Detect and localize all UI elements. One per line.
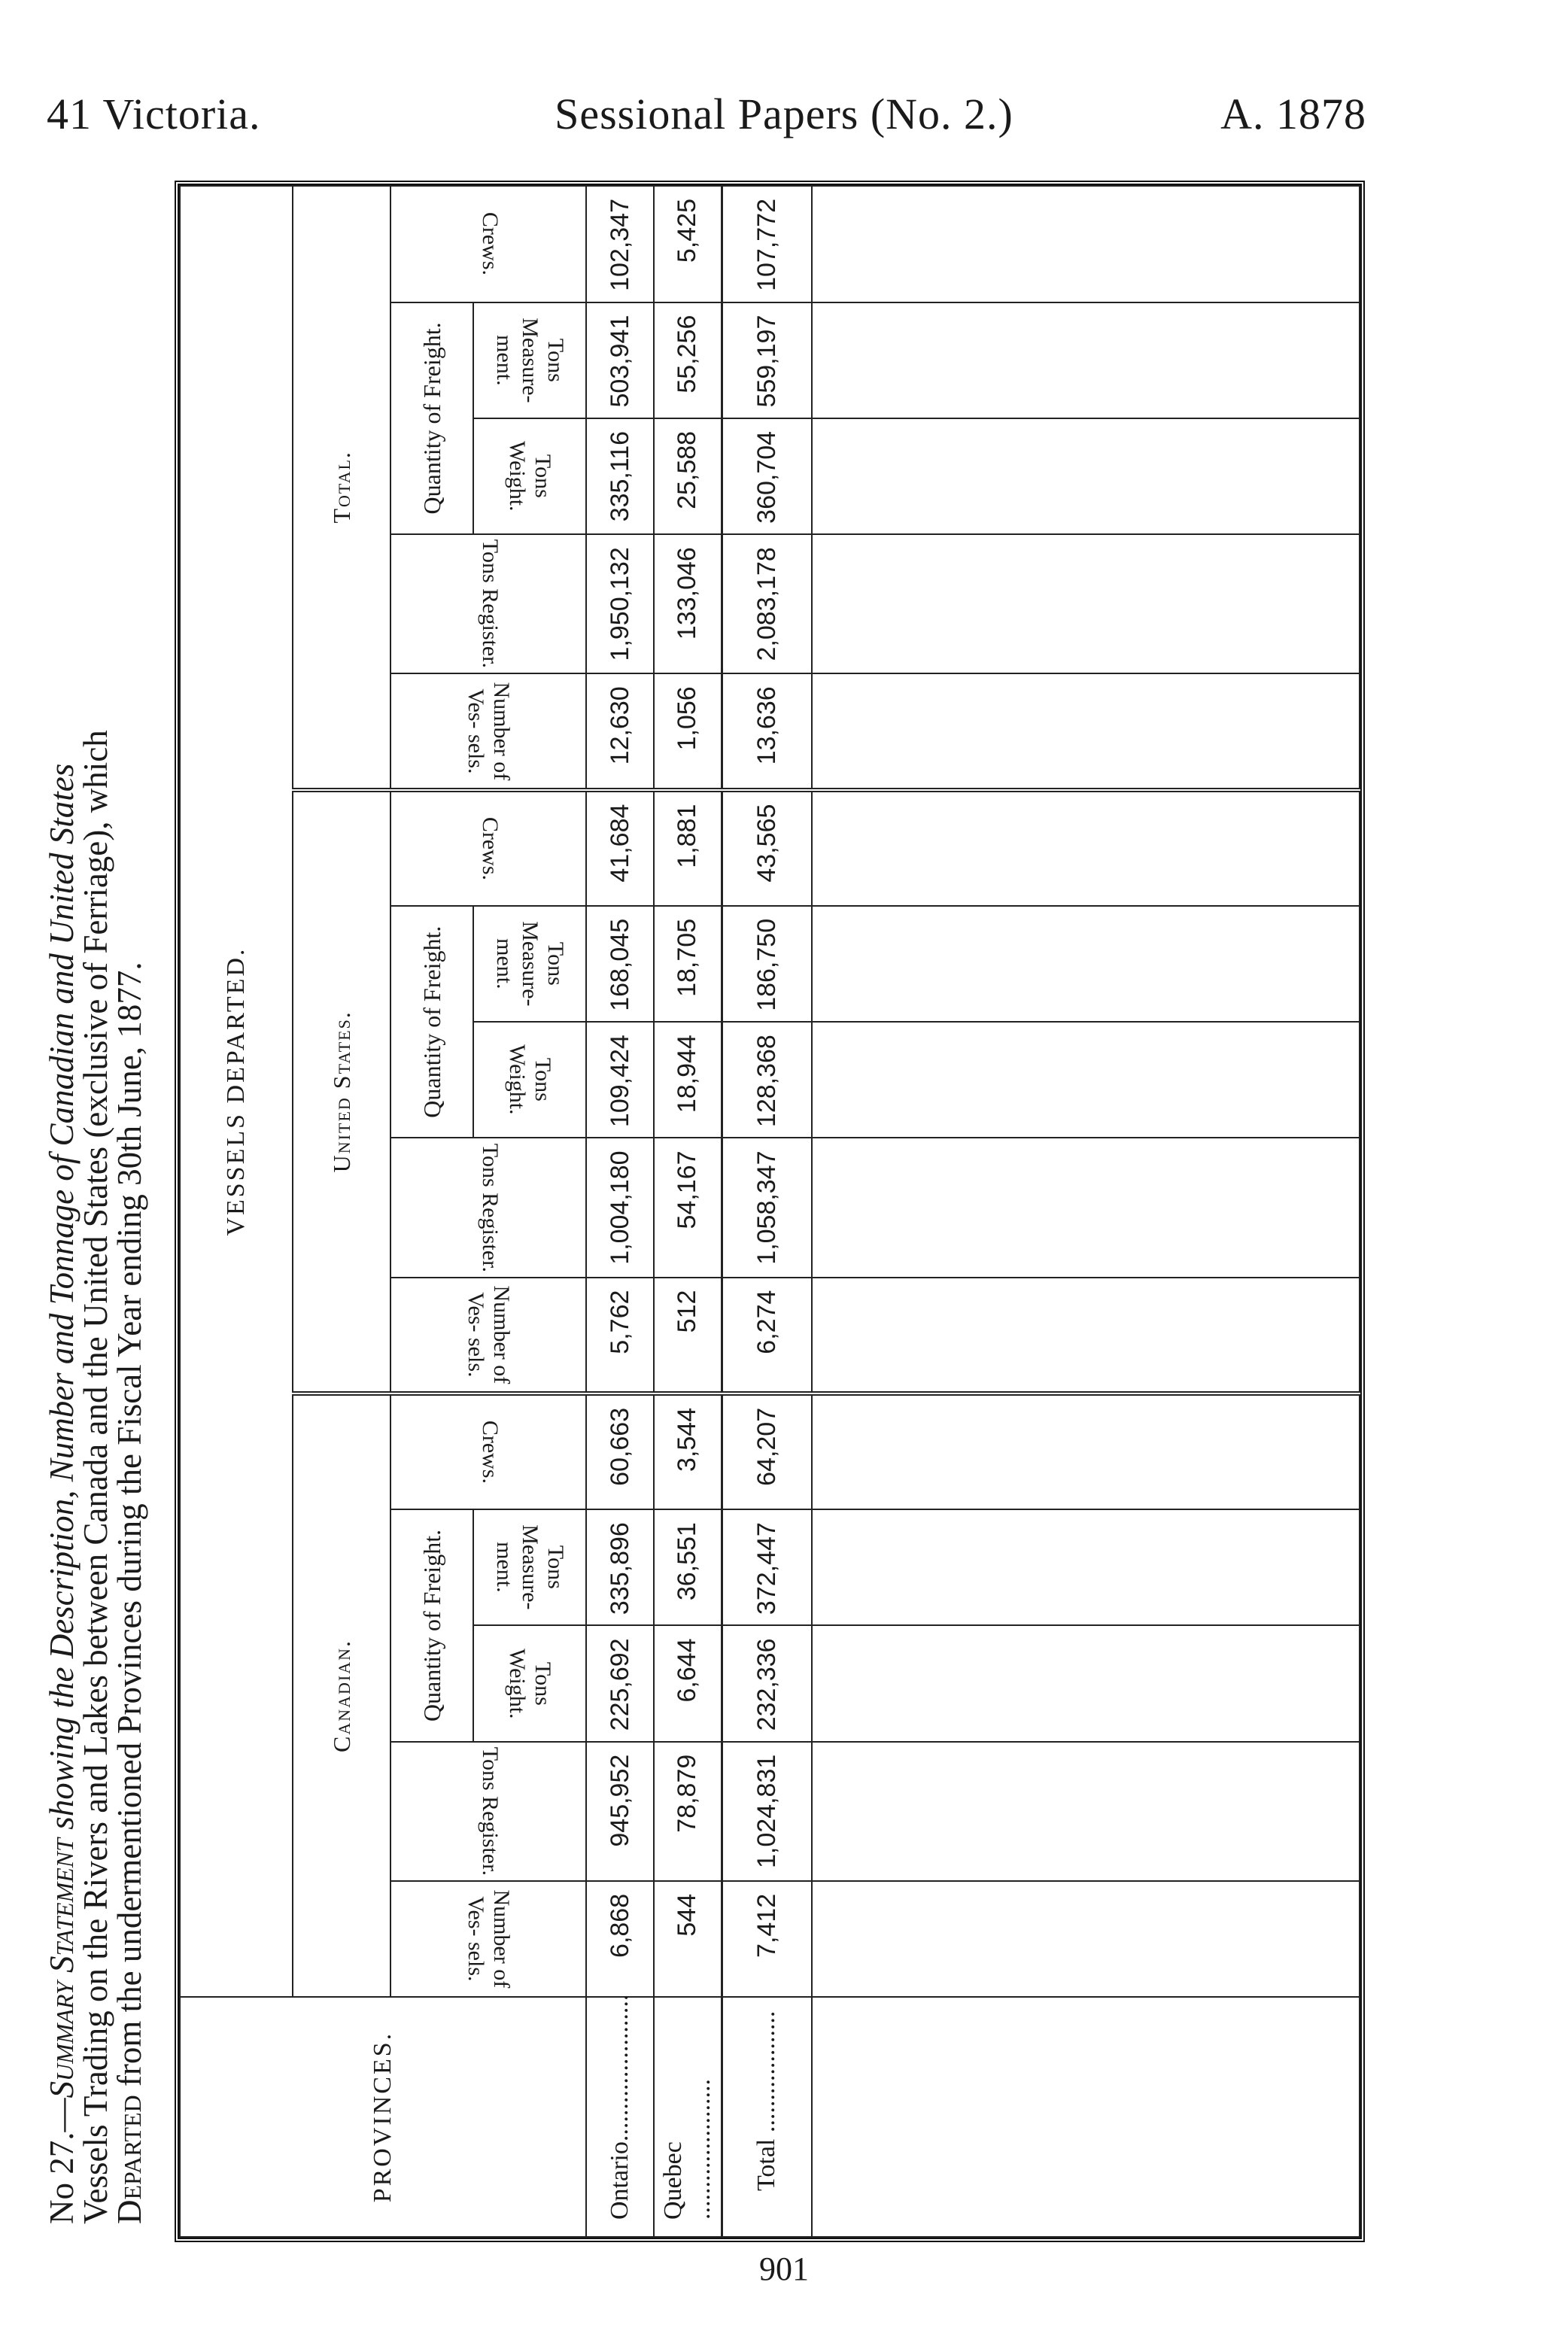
col-measure-canadian: Tons Measure- ment.	[473, 1509, 586, 1625]
col-freight-us: Quantity of Freight.	[390, 906, 473, 1138]
table-cell: 13,636	[722, 673, 812, 789]
col-freight-canadian: Quantity of Freight.	[390, 1509, 473, 1742]
table-row-ontario	[586, 186, 654, 2237]
table-cell: 102,347	[586, 186, 654, 302]
table-cell: 78,879	[654, 1742, 722, 1881]
province-ontario: Ontario.......................	[586, 1997, 654, 2237]
table-cell: 335,116	[586, 418, 654, 534]
table-cell: 5,762	[586, 1278, 654, 1393]
table-cell: 559,197	[722, 302, 812, 418]
table-row-total	[722, 186, 812, 2237]
table-cell: 64,207	[722, 1393, 812, 1509]
total-label: Total ...................	[722, 1997, 812, 2237]
caption-line-3: Departed from the undermentioned Provinces during the Fiscal Year ending 30th June, 1877.	[111, 962, 148, 2224]
vessels-table-frame	[175, 181, 1365, 2242]
table-cell: 360,704	[722, 418, 812, 534]
provinces-header: PROVINCES.	[180, 1997, 586, 2237]
table-cell: 7,412	[722, 1881, 812, 1997]
vessels-departed-table	[179, 185, 1360, 2238]
table-cell: 3,544	[654, 1393, 722, 1509]
col-freight-total: Quantity of Freight.	[390, 302, 473, 535]
table-cell: 2,083,178	[722, 534, 812, 673]
table-cell: 1,056	[654, 673, 722, 789]
group-united-states: United States.	[293, 790, 390, 1393]
table-cell: 945,952	[586, 1742, 654, 1881]
table-cell: 1,881	[654, 790, 722, 906]
table-cell: 1,004,180	[586, 1138, 654, 1277]
table-cell: 54,167	[654, 1138, 722, 1277]
table-cell: 6,868	[586, 1881, 654, 1997]
caption	[45, 178, 150, 2224]
col-weight-canadian: Tons Weight.	[473, 1625, 586, 1741]
col-vessels-us: Number of Ves- sels.	[390, 1278, 586, 1393]
table-cell: 18,705	[654, 906, 722, 1022]
table-cell: 232,336	[722, 1625, 812, 1741]
table-cell: 109,424	[586, 1022, 654, 1138]
table-cell: 6,644	[654, 1625, 722, 1741]
table-row-quebec	[654, 186, 722, 2237]
col-register-canadian: Tons Register.	[390, 1742, 586, 1881]
table-cell: 1,950,132	[586, 534, 654, 673]
col-weight-us: Tons Weight.	[473, 1022, 586, 1138]
table-cell: 372,447	[722, 1509, 812, 1625]
header-right: A. 1878	[1220, 90, 1366, 138]
table-cell: 503,941	[586, 302, 654, 418]
col-weight-total: Tons Weight.	[473, 418, 586, 534]
table-cell: 41,684	[586, 790, 654, 906]
table-cell: 1,024,831	[722, 1742, 812, 1881]
table-cell: 512	[654, 1278, 722, 1393]
col-measure-us: Tons Measure- ment.	[473, 906, 586, 1022]
table-cell: 60,663	[586, 1393, 654, 1509]
table-cell: 544	[654, 1881, 722, 1997]
table-cell: 55,256	[654, 302, 722, 418]
col-crews-us: Crews.	[390, 790, 586, 906]
table-cell: 335,896	[586, 1509, 654, 1625]
header-center: Sessional Papers (No. 2.)	[555, 90, 1013, 138]
table-cell: 1,058,347	[722, 1138, 812, 1277]
table-cell: 43,565	[722, 790, 812, 906]
table-cell: 225,692	[586, 1625, 654, 1741]
group-total: Total.	[293, 186, 390, 790]
table-cell: 12,630	[586, 673, 654, 789]
table-cell: 186,750	[722, 906, 812, 1022]
col-vessels-canadian: Number of Ves- sels.	[390, 1881, 586, 1997]
table-cell: 107,772	[722, 186, 812, 302]
col-crews-total: Crews.	[390, 186, 586, 302]
col-vessels-total: Number of Ves- sels.	[390, 673, 586, 789]
table-cell: 18,944	[654, 1022, 722, 1138]
page-number: 901	[759, 2250, 809, 2287]
caption-line-1: No 27.—Summary Statement showing the Description, Number and Tonnage of Canadian and United States	[43, 763, 81, 2224]
group-canadian: Canadian.	[293, 1393, 390, 1997]
province-quebec: Quebec ......................	[654, 1997, 722, 2237]
col-register-total: Tons Register.	[390, 534, 586, 673]
header-left: 41 Victoria.	[47, 90, 261, 138]
col-crews-canadian: Crews.	[390, 1393, 586, 1509]
col-measure-total: Tons Measure- ment.	[473, 302, 586, 418]
table-cell: 128,368	[722, 1022, 812, 1138]
col-register-us: Tons Register.	[390, 1138, 586, 1277]
table-blank-row	[812, 186, 1360, 2237]
caption-line-2: Vessels Trading on the Rivers and Lakes between Canada and the United States (exclusive of Ferriage), which	[77, 730, 114, 2224]
vessels-departed-header: VESSELS DEPARTED.	[180, 186, 293, 1997]
table-cell: 168,045	[586, 906, 654, 1022]
table-cell: 133,046	[654, 534, 722, 673]
table-cell: 25,588	[654, 418, 722, 534]
table-cell: 5,425	[654, 186, 722, 302]
table-cell: 6,274	[722, 1278, 812, 1393]
table-cell: 36,551	[654, 1509, 722, 1625]
